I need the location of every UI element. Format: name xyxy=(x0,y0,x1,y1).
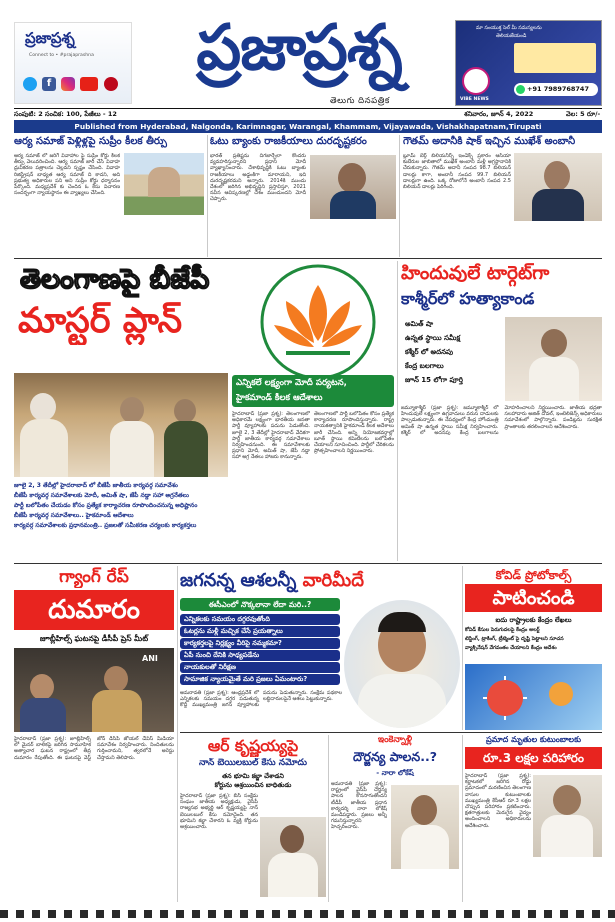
editions-bar: Published from Hyderabad, Nalgonda, Karimnagar, Warangal, Khammam, Vijayawada, Vishakhapatnam,Tirupati xyxy=(14,120,602,133)
ambani-photo xyxy=(514,153,602,221)
masthead xyxy=(0,0,615,108)
gang-rape-headline-2: దుమారం xyxy=(48,595,140,625)
bullet-item: కోవిడ్ కేసుల పెరుగుదలపై కేంద్రం అలర్ట్ xyxy=(465,627,540,633)
bjp-subhead-1: ఎన్నికలే లక్ష్యంగా మోదీ పర్యటన, xyxy=(236,378,347,388)
lokesh-headline: దౌర్జన్య పాలన..? xyxy=(353,749,437,764)
story-headline: గౌతమ్ అదానీకి షాక్ ఇచ్చిన ముఖేశ్ అంబానీ xyxy=(403,136,576,147)
bullet-item: ఉన్నత స్థాయి సమీక్ష xyxy=(405,334,461,342)
bjp-lotus-emblem xyxy=(256,263,380,381)
bullet-item: టెస్టింగ్, ట్రాకింగ్, ట్రీట్మెంట్ పై దృష్టి పెట్టాలని సూచన xyxy=(465,636,564,642)
info-bar xyxy=(14,108,602,118)
bullet-item: జూలై 2, 3 తేదీల్లో హైదరాబాద్ లో బీజేపీ జాతీయ కార్యవర్గ సమావేశం xyxy=(14,482,178,489)
logo-box xyxy=(14,22,132,104)
dcp-press-meet-photo xyxy=(14,648,174,732)
logo-text: ప్రజాప్రశ్న xyxy=(25,29,75,47)
bullet-item: ఓటర్లను మళ్లీ మచ్చిక చేసే ప్రయత్నాలు xyxy=(180,626,340,637)
jagan-headline-2: వారిమీదే xyxy=(302,570,364,591)
bjp-headline-2: మాస్టర్ ప్లాన్ xyxy=(18,301,183,341)
rkrishnaiah-story[interactable] xyxy=(180,735,326,902)
kashmir-body: జమ్మూకాశ్మీర్ (ప్రజా ప్రశ్న): జమ్మూకాశ్మీర్ లో హిందువులే లక్ష్యంగా ఉగ్రవాదులు వరుస దాడులకు పాల్పడుతున్నారు. ఈ నేపథ్యంలో కేంద్ర హోంమంత్రి అమిత్ షా ఉన్నత స్థాయి సమీక్ష నిర్వహించారు. కశ్మీర్ లో అదనపు కేంద్ర బలగాలను మోహరించాలని నిర్ణయించారు. జాతీయ భద్రతా సలహాదారు అజిత్ దోవల్, ఇంటెలిజెన్స్ అధికారులు సమావేశంలో పాల్గొన్నారు. పండిట్లను సురక్షిత ప్రాంతాలకు తరలించాలని ఆదేశించారు. xyxy=(401,405,602,436)
story-headline: ఓటు బ్యాంకు రాజకీయాలు దురదృష్టకరం xyxy=(210,136,367,147)
gang-rape-subhead: జూబ్లీహిల్స్ ఘటనపై డీసీపీ ప్రెస్ మీట్ xyxy=(39,634,149,643)
bjp-leaders-photo xyxy=(14,373,228,477)
twitter-icon[interactable] xyxy=(23,77,37,91)
pinterest-icon[interactable] xyxy=(104,77,118,91)
bjp-headline-1: తెలంగాణపై బీజేపీ xyxy=(20,264,210,295)
lokesh-story[interactable] xyxy=(331,735,459,902)
newspaper-title: ప్రజాప్రశ్న xyxy=(196,11,402,84)
rkrishnaiah-headline-1: ఆర్ కృష్ణయ్యపై xyxy=(207,737,299,755)
kashmir-headline-2: కాశ్మీర్‌లో హత్యాకాండ xyxy=(401,289,535,308)
jagan-story[interactable] xyxy=(180,566,460,730)
accident-kicker: ప్రమాద మృతుల కుటుంబాలకు xyxy=(485,735,582,744)
ad-logo xyxy=(462,67,490,95)
logo-tagline: Connect to • #prajaprashna xyxy=(29,53,94,58)
covid-graphic xyxy=(465,664,602,730)
top-story-1[interactable] xyxy=(14,135,204,255)
ad-text-2: తెలియజేయండి xyxy=(496,33,527,39)
ad-text-1: మా సంయుక్త సెల్ మీ సమస్యలను xyxy=(476,25,542,31)
ani-badge: ANI xyxy=(142,654,158,663)
instagram-icon[interactable] xyxy=(61,77,75,91)
lokesh-byline: - నారా లోకేష్ xyxy=(376,769,414,777)
bjp-story[interactable] xyxy=(14,261,394,561)
bullet-item: కార్యకర్తలపై నిర్లక్ష్యం వీరిపై నమ్మకమా? xyxy=(180,638,340,649)
bullet-item: నాయకులతో నిరీక్షణ xyxy=(180,662,340,673)
rkrishnaiah-kicker: తన భూమి కబ్జా చేశాడని xyxy=(222,772,284,780)
supreme-court-photo xyxy=(124,153,204,215)
gang-rape-story[interactable] xyxy=(14,566,174,902)
bjp-subhead xyxy=(232,375,394,407)
jagan-headline-1: జగనన్న ఆశలన్నీ xyxy=(180,570,297,591)
ad-phone: +91 7989768747 xyxy=(527,85,589,93)
jagan-body: అమరావతి (ప్రజా ప్రశ్న): ఆంధ్రప్రదేశ్ లో ఎన్నికలకు సమయం దగ్గర పడుతున్న కొద్దీ ముఖ్యమంత్రి జగన్ వ్యూహాలకు పదును పెడుతున్నారు. సంక్షేమ పథకాల లబ్ధిదారులపైనే ఆశలు పెట్టుకున్నారు. xyxy=(180,690,342,709)
covid-bullets xyxy=(465,626,602,662)
covid-headline-box xyxy=(465,584,602,612)
ad-panel xyxy=(514,43,596,73)
accident-headline: రూ.3 లక్షల పరిహారం xyxy=(483,751,584,765)
story-body: భారత్ ప్రతిష్టను దిగజార్చేలా కొందరు వ్యవహరిస్తున్నారని ప్రధాని మోదీ వ్యాఖ్యానించారు. దేశాభివృద్ధికి ఓటు బ్యాంకు రాజకీయాలు అడ్డంకిగా మారాయని, ఇది దురదృష్టకరమని అన్నారు. 2014కి ముందు దేశంలో జరిగిన అభివృద్ధిని ప్రస్తావిస్తూ, 2021 నవీన ఆవిష్కరణల్లో దేశం ముందుందని మోదీ చెప్పారు. xyxy=(210,153,306,203)
bullet-item: బీజేపీ కార్యవర్గ సమావేశాలు.. హైకమాండ్ ఆదేశాలు xyxy=(14,512,134,519)
header-ad xyxy=(455,20,602,106)
story-headline: ఆర్య సమాజ్ పెళ్లిళ్లపై సుప్రీం కీలక తీర్పు xyxy=(14,136,167,147)
bullet-item: సామాజిక న్యాయమైతే మరి ప్రజలు ఏమంటారు? xyxy=(180,674,340,685)
jagan-bullets xyxy=(180,614,340,688)
print-color-bar xyxy=(0,910,615,918)
bjp-body-2: తెలంగాణలో పార్టీ బలోపేతం కోసం ప్రత్యేక కార్యాచరణ రూపొందిస్తున్నారు. రాష్ట్ర నాయకత్వానికి హైకమాండ్ కీలక ఆదేశాలు జారీ చేసింది. అన్ని నియోజకవర్గాల్లో బూత్ స్థాయి కమిటీలను బలోపేతం చేయాలని సూచించింది. పార్టీలో చేరికలను ప్రోత్సహించాలని నిర్ణయించారు. xyxy=(314,411,394,455)
kashmir-headline-1: హిందువులే టార్గెట్‌గా xyxy=(401,263,550,284)
ad-brand: VIBE NEWS xyxy=(460,97,489,102)
phone-icon xyxy=(516,85,525,94)
bullet-item: బీజేపీ కార్యవర్గ సమావేశాలకు మోదీ, అమిత్ షా, జేపీ నడ్డా సహా అగ్రనేతలు xyxy=(14,492,189,499)
gang-rape-body: హైదరాబాద్ (ప్రజా ప్రశ్న): జూబ్లీహిల్స్ లో మైనర్ బాలికపై జరిగిన సామూహిక అత్యాచార ఘటన రాష్ట్రంలో తీవ్ర దుమారం రేపుతోంది. ఈ ఘటనపై వెస్ట్ జోన్ డీసీపీ జోయల్ డేవిస్ మీడియా సమావేశం నిర్వహించారు. నిందితులను గుర్తించామని, త్వరలోనే అరెస్టు చేస్తామని తెలిపారు. xyxy=(14,736,174,761)
bullet-item: కార్యవర్గ సమావేశాలకు ప్రధానమంత్రి.. ప్రజలతో సమీకరణ చర్యలకు కార్యకర్తలు xyxy=(14,522,197,529)
story-body: బ్లూమ్ బెర్గ్ బిలియనీర్స్ ఇండెక్స్ ప్రకారం ఆసియా కుబేరుల జాబితాలో ముఖేశ్ అంబానీ మళ్లీ అగ్రస్థానానికి చేరుకున్నారు. గౌతమ్ అదానీ సంపద 98.7 బిలియన్ డాలర్లు కాగా, అంబానీ సంపద 99.7 బిలియన్ డాలర్లుగా ఉంది. ఒక్క రోజులోనే అంబానీ సంపద 2.5 బిలియన్ డాలర్లు పెరిగింది. xyxy=(403,153,511,191)
covid-story[interactable] xyxy=(465,566,602,730)
bullet-item: అమిత్ షా xyxy=(405,320,434,328)
accident-body: హైదరాబాద్ (ప్రజా ప్రశ్న): కర్ణాటకలో జరిగిన రోడ్డు ప్రమాదంలో మరణించిన తెలంగాణ వాసుల కుటుంబాలకు ముఖ్యమంత్రి కేసీఆర్ రూ.3 లక్షల చొప్పున పరిహారం ప్రకటించారు. క్షతగాత్రులకు మెరుగైన వైద్యం అందించాలని అధికారులను ఆదేశించారు. xyxy=(465,773,531,829)
bullet-item: కశ్మీర్ లో అదనపు xyxy=(405,348,453,356)
amit-shah-photo xyxy=(505,317,602,401)
newspaper-subtitle: తెలుగు దినపత్రిక xyxy=(330,96,390,106)
top-story-2[interactable] xyxy=(210,135,396,255)
kashmir-bullets xyxy=(405,317,503,401)
lokesh-photo xyxy=(391,785,459,869)
ad-phone-box[interactable] xyxy=(514,83,598,96)
rkrishnaiah-body: హైదరాబాద్ (ప్రజా ప్రశ్న): బీసీ సంక్షేమ సంఘం జాతీయ అధ్యక్షుడు, వైసీపీ రాజ్యసభ అభ్యర్థి ఆర్ కృష్ణయ్యపై నాన్ బెయిలబుల్ కేసు నమోదైంది. తన భూమిని కబ్జా చేశారని ఓ వ్యక్తి కోర్టును ఆశ్రయించారు. xyxy=(180,793,258,831)
kcr-photo xyxy=(533,775,602,857)
bullet-item: ఎన్నికలకు సమయం దగ్గరవుతోంది xyxy=(180,614,340,625)
modi-photo xyxy=(310,155,396,219)
bjp-bullets xyxy=(14,481,228,559)
lokesh-kicker: ఇంకెన్నాళ్లీ xyxy=(377,735,413,745)
facebook-icon[interactable]: f xyxy=(42,77,56,91)
rkrishnaiah-headline-2: నాన్ బెయిలబుల్ కేసు నమోదు xyxy=(198,758,308,768)
gang-rape-headline-1: గ్యాంగ్ రేప్ xyxy=(59,567,129,587)
story-body: ఆర్య సమాజ్ లో జరిగే వివాహాల పై సుప్రీం కోర్టు కీలక తీర్పు వెలువరించింది. ఆర్య సమాజ్ జారీ చేసే వివాహ ధ్రువీకరణ పత్రాలను చెల్లవని స్పష్టం చేసింది. వివాహ రిజిస్ట్రేషన్ బాధ్యత ఆర్య సమాజ్ ది కాదని, అది ప్రభుత్వ అధికారుల పని అని సుప్రీం కోర్టు ధర్మాసనం పేర్కొంది. మధ్యప్రదేశ్ కు చెందిన ఓ కేసు విచారణ సందర్భంగా న్యాయస్థానం ఈ వ్యాఖ్యలు చేసింది. xyxy=(14,153,120,197)
bullet-item: వ్యాక్సినేషన్ వేగవంతం చేయాలని కేంద్రం ఆదేశం xyxy=(465,645,557,651)
lokesh-body: అమరావతి (ప్రజా ప్రశ్న): రాష్ట్రంలో వైసీపీ దౌర్జన్య పాలన కొనసాగుతోందని టీడీపీ జాతీయ ప్రధాన కార్యదర్శి నారా లోకేష్ మండిపడ్డారు. ప్రజలు అన్నీ గమనిస్తున్నారని హెచ్చరించారు. xyxy=(331,781,387,831)
jagan-headline xyxy=(180,566,460,596)
rkrishnaiah-kicker-2: కోర్టును ఆశ్రయించిన బాధితుడు xyxy=(214,781,292,789)
covid-subhead: ఐదు రాష్ట్రాలకు కేంద్రం లేఖలు xyxy=(495,616,572,624)
rkrishnaiah-photo xyxy=(260,817,326,897)
price-info: వెల: 5 రూ/- xyxy=(566,110,601,118)
kashmir-story[interactable] xyxy=(401,261,602,561)
bullet-item: ఏపీ నుంచి దేనికి సాధ్యపడేను xyxy=(180,650,340,661)
bullet-item: పార్టీ బలోపేతం చేయడం కోసం ప్రత్యేక కార్యాచరణ రూపొందించనున్న అధిష్టానం xyxy=(14,502,198,509)
gang-rape-headline-box xyxy=(14,590,174,630)
accident-story[interactable] xyxy=(465,735,602,902)
bjp-subhead-2: హైకమాండ్ కీలక ఆదేశాలు xyxy=(236,393,323,403)
jagan-photo xyxy=(344,600,460,728)
issue-info: సంపుటి: 2 సంచిక: 100, పేజీలు - 12 xyxy=(14,110,117,118)
covid-headline-1: కోవిడ్ ప్రోటోకాల్స్ xyxy=(495,568,572,582)
date-info: శనివారం, జూన్ 4, 2022 xyxy=(464,110,534,118)
top-story-3[interactable] xyxy=(403,135,602,255)
accident-headline-box xyxy=(465,747,602,769)
bullet-item: జూన్ 15 లోగా పూర్తి xyxy=(405,376,463,384)
bullet-item: కేంద్ర బలగాలు xyxy=(405,362,444,370)
youtube-icon[interactable] xyxy=(80,77,98,91)
bjp-body-1: హైదరాబాద్ (ప్రజా ప్రశ్న): తెలంగాణలో అధికారమే లక్ష్యంగా భారతీయ జనతా పార్టీ వ్యూహాలకు పదును పెడుతోంది. జూలై 2, 3 తేదీల్లో హైదరాబాద్ వేదికగా పార్టీ జాతీయ కార్యవర్గ సమావేశాలు నిర్వహించనుంది. ఈ సమావేశాలకు ప్రధాని మోదీ, అమిత్ షా, జేపీ నడ్డా సహా అగ్ర నేతలు హాజరు కానున్నారు. xyxy=(232,411,310,461)
jagan-subhead: ఈసీఎంలో నొక్కలానా లేదా మరి..? xyxy=(180,598,340,611)
covid-headline-2: పాటించండి xyxy=(492,587,575,609)
